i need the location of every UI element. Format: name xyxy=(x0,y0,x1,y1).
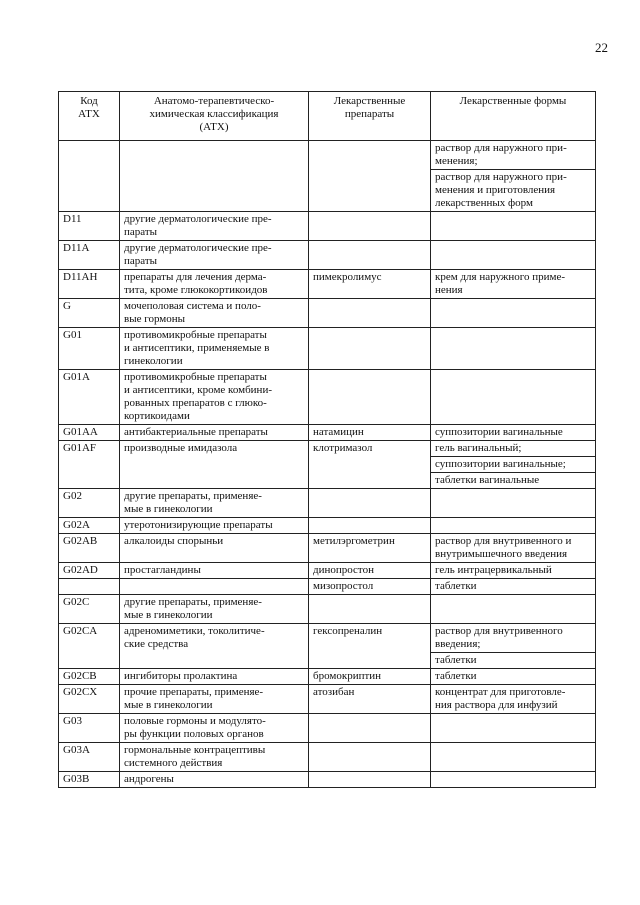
dosage-forms-cell xyxy=(431,270,596,299)
dosage-form-item xyxy=(431,518,595,520)
drug-name-cell xyxy=(309,489,431,518)
drug-name-cell xyxy=(309,212,431,241)
atc-classification-cell: мочеполовая система и поло- вые гормоны xyxy=(120,299,309,328)
drug-name-cell: клотримазол xyxy=(309,441,431,489)
atc-code-cell: G02CX xyxy=(59,685,120,714)
dosage-forms-cell xyxy=(431,595,596,624)
dosage-forms-cell xyxy=(431,624,596,669)
drug-name-cell xyxy=(309,328,431,370)
table-row xyxy=(59,241,596,270)
drug-name-cell: метилэргометрин xyxy=(309,534,431,563)
dosage-form-item: концентрат для приготовле- ния раствора для инфузий xyxy=(435,686,566,711)
header-forms: Лекарственные формы xyxy=(431,92,596,141)
atc-classification-cell: препараты для лечения дерма- тита, кроме глюкокортикоидов xyxy=(120,270,309,299)
table-row xyxy=(59,624,596,669)
atc-classification-cell: другие препараты, применяе- мые в гинекологии xyxy=(120,595,309,624)
dosage-forms-cell xyxy=(431,299,596,328)
atc-classification-cell: утеротонизирующие препараты xyxy=(120,518,309,534)
drug-name-cell: мизопростол xyxy=(309,579,431,595)
atc-classification-cell: гормональные контрацептивы системного действия xyxy=(120,743,309,772)
table-body xyxy=(59,141,596,788)
table-row xyxy=(59,212,596,241)
dosage-forms-cell xyxy=(431,241,596,270)
dosage-forms-cell xyxy=(431,685,596,714)
drug-name-cell: натамицин xyxy=(309,425,431,441)
dosage-forms-cell xyxy=(431,489,596,518)
table-row xyxy=(59,328,596,370)
atc-code-cell xyxy=(59,141,120,212)
drug-name-cell xyxy=(309,241,431,270)
atc-classification-cell: половые гормоны и модулято- ры функции половых органов xyxy=(120,714,309,743)
drug-name-cell xyxy=(309,743,431,772)
atc-classification-cell xyxy=(120,579,309,595)
atc-classification-cell: противомикробные препараты и антисептики, кроме комбини- рованных препаратов с глюко- кортикоидами xyxy=(120,370,309,425)
table-row xyxy=(59,534,596,563)
table-row xyxy=(59,685,596,714)
atc-classification-cell: простагландины xyxy=(120,563,309,579)
table-row xyxy=(59,489,596,518)
atc-code-cell: G02AB xyxy=(59,534,120,563)
table-row xyxy=(59,669,596,685)
atc-code-cell: G01A xyxy=(59,370,120,425)
dosage-forms-cell xyxy=(431,212,596,241)
drug-name-cell xyxy=(309,772,431,788)
table-row xyxy=(59,743,596,772)
dosage-form-item xyxy=(431,714,595,716)
dosage-forms-cell xyxy=(431,328,596,370)
atc-classification-cell: ингибиторы пролактина xyxy=(120,669,309,685)
dosage-forms-cell xyxy=(431,441,596,489)
drug-name-cell xyxy=(309,595,431,624)
dosage-form-item: таблетки xyxy=(435,670,477,682)
table-row xyxy=(59,141,596,212)
dosage-forms-cell xyxy=(431,772,596,788)
atx-drug-table xyxy=(58,91,596,788)
table-row xyxy=(59,270,596,299)
atc-classification-cell: другие препараты, применяе- мые в гинекологии xyxy=(120,489,309,518)
drug-name-cell xyxy=(309,141,431,212)
atc-code-cell: G03B xyxy=(59,772,120,788)
table-row xyxy=(59,595,596,624)
drug-name-cell: атозибан xyxy=(309,685,431,714)
header-code: Код АТХ xyxy=(59,92,120,141)
dosage-form-item xyxy=(431,328,595,330)
atc-classification-cell xyxy=(120,141,309,212)
dosage-form-item: гель вагинальный; xyxy=(435,442,522,454)
atc-code-cell: G02 xyxy=(59,489,120,518)
dosage-forms-cell xyxy=(431,534,596,563)
atc-classification-cell: противомикробные препараты и антисептики, применяемые в гинекологии xyxy=(120,328,309,370)
atc-code-cell: G02C xyxy=(59,595,120,624)
dosage-form-item xyxy=(431,489,595,491)
drug-name-cell xyxy=(309,299,431,328)
dosage-form-item: гель интрацервикальный xyxy=(435,564,552,576)
drug-name-cell: бромокриптин xyxy=(309,669,431,685)
dosage-form-item: раствор для наружного при- менения и приготовления лекарственных форм xyxy=(431,169,595,211)
dosage-forms-cell xyxy=(431,141,596,212)
atc-code-cell: G03 xyxy=(59,714,120,743)
atc-classification-cell: прочие препараты, применяе- мые в гинекологии xyxy=(120,685,309,714)
table-row xyxy=(59,579,596,595)
dosage-form-item xyxy=(431,595,595,597)
atc-classification-cell: андрогены xyxy=(120,772,309,788)
atc-code-cell: G02A xyxy=(59,518,120,534)
header-atc: Анатомо-терапевтическо- химическая классификация (АТХ) xyxy=(120,92,309,141)
table-row xyxy=(59,370,596,425)
table-row xyxy=(59,563,596,579)
table-header-row xyxy=(59,92,596,141)
dosage-forms-cell xyxy=(431,370,596,425)
atc-code-cell: D11 xyxy=(59,212,120,241)
table-row xyxy=(59,772,596,788)
atc-code-cell: G xyxy=(59,299,120,328)
drug-name-cell: гексопреналин xyxy=(309,624,431,669)
dosage-form-item: таблетки вагинальные xyxy=(431,472,595,488)
atc-code-cell xyxy=(59,579,120,595)
dosage-form-item xyxy=(431,299,595,301)
dosage-forms-cell xyxy=(431,518,596,534)
dosage-form-item: таблетки xyxy=(435,580,477,592)
dosage-form-item xyxy=(431,743,595,745)
dosage-forms-cell xyxy=(431,425,596,441)
atc-classification-cell: производные имидазола xyxy=(120,441,309,489)
dosage-form-item: раствор для наружного при- менения; xyxy=(435,142,567,167)
dosage-form-item: крем для наружного приме- нения xyxy=(435,271,566,296)
dosage-form-item: таблетки xyxy=(431,652,595,668)
atc-code-cell: D11A xyxy=(59,241,120,270)
dosage-form-item: раствор для внутривенного и внутримышечного введения xyxy=(435,535,572,560)
drug-name-cell xyxy=(309,518,431,534)
atc-classification-cell: антибактериальные препараты xyxy=(120,425,309,441)
dosage-form-item: суппозитории вагинальные; xyxy=(431,456,595,472)
atc-classification-cell: алкалоиды спорыньи xyxy=(120,534,309,563)
atc-classification-cell: другие дерматологические пре- параты xyxy=(120,212,309,241)
atc-classification-cell: другие дерматологические пре- параты xyxy=(120,241,309,270)
atc-classification-cell: адреномиметики, токолитиче- ские средства xyxy=(120,624,309,669)
atc-code-cell: G01AA xyxy=(59,425,120,441)
table-row xyxy=(59,518,596,534)
dosage-forms-cell xyxy=(431,669,596,685)
dosage-forms-cell xyxy=(431,579,596,595)
dosage-form-item xyxy=(431,370,595,372)
page-number: 22 xyxy=(595,40,608,55)
table-row xyxy=(59,425,596,441)
atc-code-cell: G01 xyxy=(59,328,120,370)
table-row xyxy=(59,299,596,328)
drug-name-cell: динопростон xyxy=(309,563,431,579)
atc-code-cell: G02CA xyxy=(59,624,120,669)
atc-code-cell: G02CB xyxy=(59,669,120,685)
dosage-form-item xyxy=(431,772,595,774)
dosage-form-item xyxy=(431,212,595,214)
atc-code-cell: D11AH xyxy=(59,270,120,299)
table-row xyxy=(59,714,596,743)
dosage-form-item: суппозитории вагинальные xyxy=(435,426,563,438)
dosage-form-item xyxy=(431,241,595,243)
atc-code-cell: G02AD xyxy=(59,563,120,579)
dosage-forms-cell xyxy=(431,563,596,579)
header-drugs: Лекарственные препараты xyxy=(309,92,431,141)
drug-name-cell xyxy=(309,370,431,425)
atc-code-cell: G03A xyxy=(59,743,120,772)
atc-code-cell: G01AF xyxy=(59,441,120,489)
drug-name-cell: пимекролимус xyxy=(309,270,431,299)
drug-name-cell xyxy=(309,714,431,743)
dosage-form-item: раствор для внутривенного введения; xyxy=(435,625,563,650)
dosage-forms-cell xyxy=(431,714,596,743)
dosage-forms-cell xyxy=(431,743,596,772)
table-row xyxy=(59,441,596,489)
